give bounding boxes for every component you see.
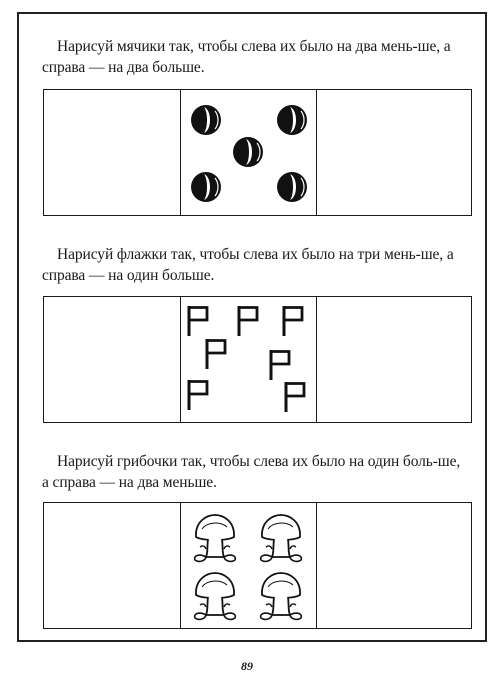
exercise-3-right-box[interactable] <box>317 503 471 628</box>
page-number: 89 <box>241 659 253 673</box>
exercise-2-right-box[interactable] <box>317 297 471 422</box>
mushroom-icon <box>261 573 302 619</box>
exercise-3-instruction: Нарисуй грибочки так, чтобы слева их было на один боль-ше, а справа — на два меньше. <box>42 453 461 491</box>
ball-icon <box>277 172 307 202</box>
flag-icon <box>239 306 257 336</box>
exercise-1-instruction: Нарисуй мячики так, чтобы слева их было на два мень-ше, а справа — на два больше. <box>42 38 451 76</box>
exercise-2-left-box[interactable] <box>44 297 181 422</box>
mushroom-icon <box>261 515 302 561</box>
exercise-2-instruction: Нарисуй флажки так, чтобы слева их было на три мень-ше, а справа — на один больше. <box>42 246 454 284</box>
exercise-1-middle-box <box>181 90 317 215</box>
mushroom-icon <box>195 515 236 561</box>
flag-icon <box>284 306 302 336</box>
ball-icon <box>191 105 221 135</box>
ball-icon <box>277 105 307 135</box>
exercise-1-right-box[interactable] <box>317 90 471 215</box>
flags-group <box>181 297 317 421</box>
exercise-3-boxes <box>43 502 472 629</box>
flag-icon <box>207 339 225 369</box>
ball-icon <box>233 137 263 167</box>
flag-icon <box>286 382 304 412</box>
mushroom-icon <box>195 573 236 619</box>
mushrooms-group <box>181 503 317 627</box>
exercise-2-middle-box <box>181 297 317 422</box>
exercise-3-left-box[interactable] <box>44 503 181 628</box>
balls-group <box>181 90 317 214</box>
ball-icon <box>191 172 221 202</box>
flag-icon <box>271 350 289 380</box>
flag-icon <box>189 380 207 410</box>
exercise-2-boxes <box>43 296 472 423</box>
exercise-1-left-box[interactable] <box>44 90 181 215</box>
exercise-3-middle-box <box>181 503 317 628</box>
flag-icon <box>189 306 207 336</box>
exercise-1-boxes <box>43 89 472 216</box>
